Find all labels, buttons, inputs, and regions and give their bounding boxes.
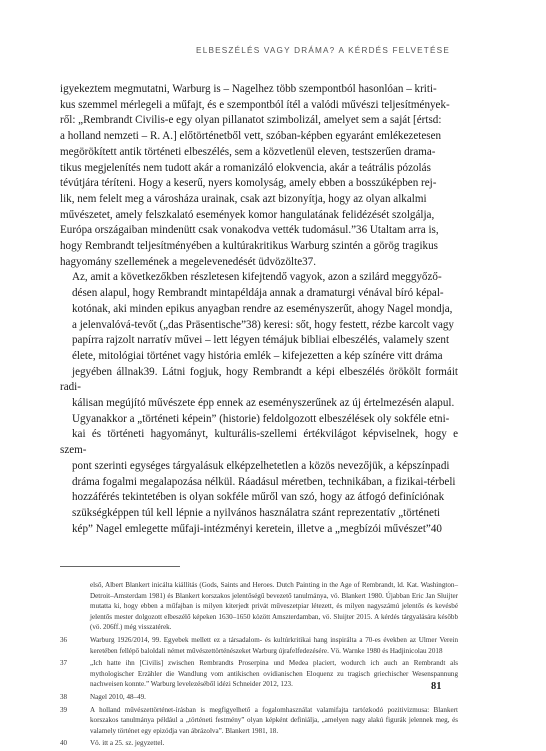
- footnote-number: 39: [60, 705, 68, 714]
- text-line: hagyomány szellemének a megelevenedését üdvözölte37.: [60, 255, 316, 268]
- footnote-number: 40: [60, 739, 68, 748]
- footnote: [60, 692, 458, 703]
- text-line: művészetet, amely felszkalató események komor hangulatának felidézését szolgálja,: [60, 208, 435, 221]
- footnote-separator: [60, 566, 180, 567]
- text-line: kép” Nagel emlegette műfaji-intézményi keretein, illetve a „megbízói művészet”40: [72, 522, 442, 535]
- text-line: élete, mitológiai történet vagy história emlék – kifejezetten a kép színére vitt dráma: [72, 349, 443, 362]
- footnote-number: [60, 580, 90, 633]
- text-line: pont szerinti egységes tárgyalásuk elképzelhetetlen a közös nevezőjük, a képszínpadi: [72, 459, 450, 472]
- footnote-number: 37: [60, 659, 68, 668]
- footnote-number: 36: [60, 635, 68, 644]
- text-line: tikus megjelenítés nem tudott akár a romanizáló elokvencia, akár a teátrális pózolás: [60, 161, 431, 174]
- paragraph: [60, 270, 458, 411]
- text-line: a holland nemzeti – R. A.] előtörténetből vett, szóban-képben egyaránt emlékezetesen: [60, 130, 442, 143]
- text-line: ről: „Rembrandt Civilis-e egy olyan pillanatot szimbolizál, amelyet sem a saját [értsd:: [60, 114, 442, 127]
- paragraph: [60, 412, 458, 538]
- text-line: Az, amit a következőkben részletesen kifejtendő vagyok, azon a szilárd meggyőző-: [72, 271, 442, 284]
- body-text: [60, 82, 458, 537]
- text-line: hogy Rembrandt teljesítményében a kultúrakritikus Warburg szintén a görög tragikus: [60, 240, 438, 253]
- footnotes: [60, 580, 458, 751]
- text-line: megörökített antik történeti elbeszélés, sem a közvetlenül eleven, testszerűen drama-: [60, 145, 436, 158]
- footnote: [60, 705, 458, 737]
- text-line: a jelenvalóvá-tevőt („das Präsentische”38) keresi: sőt, hogy festett, rézbe karcolt vagy: [72, 318, 454, 331]
- footnote-number: 38: [60, 692, 68, 701]
- text-line: désen alapul, hogy Rembrandt mintapéldája annak a dramaturgi vénával bíró képal-: [72, 287, 444, 300]
- footnote: [60, 580, 458, 633]
- paragraph: [60, 82, 458, 270]
- text-line: lik, nem felelt meg a városháza urainak, csak azt bizonyítja, hogy az olyan alkalmi: [60, 192, 427, 205]
- text-line: tévútjára téríteni. Hogy a keserű, nyers komolyság, amely ebben a bosszúképben rej-: [60, 177, 437, 190]
- text-line: Ugyanakkor a „történeti képein” (historie) feldolgozott elbeszélések oly sokféle etni-: [72, 412, 450, 425]
- text-line: hozzáférés tekintetében is olyan sokféle műről van szó, hogy az átfogó definíciónak: [72, 491, 445, 504]
- text-line: dráma fogalmi megalapozása nélkül. Ráadásul méretben, technikában, a fizikai-térbeli: [72, 475, 456, 488]
- text-line: kai és történeti hagyományt, kulturális-szellemi értékvilágot képviselnek, hogy e szem-: [60, 428, 458, 457]
- text-line: szükségképpen túl kell lépnie a nyilvános használatra szánt reprezentatív „történeti: [72, 506, 441, 519]
- footnote: [60, 635, 458, 656]
- footnote: [60, 738, 458, 749]
- text-line: kus szemmel mérlegeli a műfajt, és e szempontból ítél a valódi művészi teljesítmények-: [60, 98, 450, 111]
- footnote-text: Vö. itt a 25. sz. jegyzettel.: [90, 739, 165, 748]
- footnote-text: Nagel 2010, 48–49.: [90, 692, 146, 701]
- text-line: papírra rajzolt narratív művei – lett légyen témájuk bibliai elbeszélés, valamely szent: [72, 334, 450, 347]
- text-line: jegyében állnak39. Látni fogjuk, hogy Rembrandt a képi elbeszélés örökölt formáit radi-: [60, 365, 458, 394]
- text-line: Európa országaiban mindenütt csak vonakodva vették tudomásul.”36 Utaltam arra is,: [60, 224, 439, 237]
- running-head: ELBESZÉLÉS VAGY DRÁMA? A KÉRDÉS FELVETÉSE: [196, 46, 450, 55]
- footnote-text: „Ich hatte ihn [Civilis] zwischen Rembrandts Proserpina und Medea placiert, wodurch ich auch an Rembrandt als mythologischer Erzähler die Wandlung vom antikischen ovidianischen Eloquenz zu tragisch griechischer Wesenspannung nachweisen konnte.” Warburg levelezéséből idézi Schneider 2012, 123.: [90, 659, 458, 689]
- footnote-text: első, Albert Blankert inicálta kiállítás (Gods, Saints and Heroes. Dutch Painting in the Age of Rembrandt, ld. Kat. Washington–Detroit–Amsterdam 1981) és Blankert korszakos jelentőségű bevezető tanulmánya, vö. Blankert 1980. Újabban Eric Jan Sluijter mutatta ki, hogy ebben a műfajban is milyen kiterjedt privát műveszetpiar létezett, és milyen nagyszámú jelentős és kevésbé jelentős mester dolgozott elbeszélő képeken 1630–1650 között Amszterdamban, vö. Sluijter 2015. A kérdés tárgyalására később (vö. 206ff.) még visszatérek.: [90, 581, 458, 632]
- footnote-text: A holland művészettörténet-írásban is megfigyelhető a fogalomhasználat valamifajta tartózkodó pozitivizmusa: Blankert korszakos tanulmánya például a „történeti festmény” olyan képként definiálja, „amelyen nagy alakú figurák jelennek meg, és valamely történet egy epizódja van ábrázolva”. Blankert 1981, 18.: [90, 705, 458, 735]
- page-number: 81: [431, 681, 442, 692]
- text-line: kotónak, aki minden epikus anyagban rendre az eseményszerűt, ahogy Nagel mondja,: [72, 302, 453, 315]
- footnote: [60, 658, 458, 690]
- text-line: kálisan megújító művészete épp ennek az eseményszerűnek az új értelmezésén alapul.: [72, 397, 455, 410]
- footnote-text: Warburg 1926/2014, 99. Egyebek mellett ez a társadalom- és kultúrkritikai hang inspirálta a 70-es években az Ulmer Verein keretében fellépő baloldali német művészettörténészeket Warburg újrafelfedezésére. Vö. Warnke 1980 és Hadjinicolau 2018: [90, 635, 458, 655]
- text-line: igyekeztem megmutatni, Warburg is – Nagelhez több szempontból hasonlóan – kriti-: [60, 83, 437, 95]
